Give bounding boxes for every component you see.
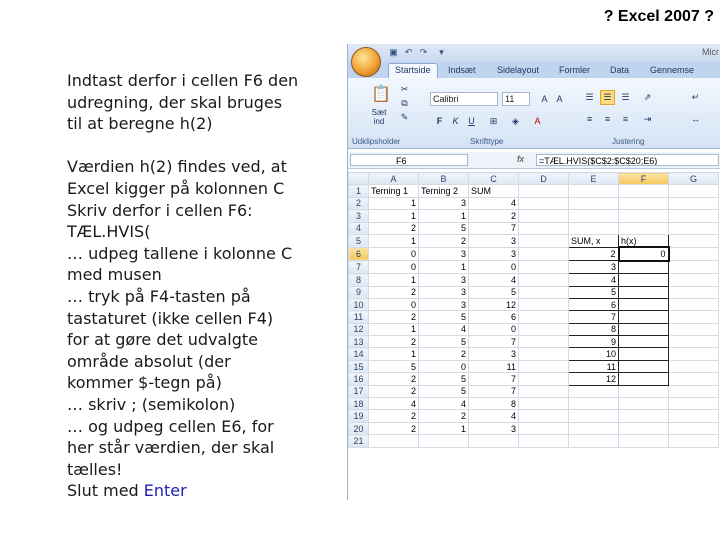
group-label-clipboard: Udklipsholder (352, 137, 401, 146)
cell[interactable]: 1 (419, 261, 469, 274)
column-header-row (349, 173, 719, 185)
cell[interactable] (669, 286, 719, 298)
cell[interactable]: 3 (469, 247, 519, 260)
table-row (349, 298, 719, 310)
slide-title: ? Excel 2007 ? (603, 8, 714, 25)
cell[interactable] (519, 222, 569, 234)
cell[interactable]: 2 (369, 422, 419, 434)
cell[interactable] (519, 234, 569, 247)
row-header[interactable]: 12 (349, 323, 369, 335)
cell[interactable]: Terning 2 (419, 185, 469, 197)
cell[interactable]: 4 (419, 323, 469, 335)
cell[interactable]: SUM, x (569, 234, 619, 247)
formula-input[interactable]: =TÆL.HVIS($C$2:$C$20;E6) (536, 154, 719, 166)
instruction-line: … og udpeg cellen E6, for (67, 416, 274, 436)
cut-icon[interactable]: ✂ (400, 84, 409, 94)
row-header[interactable]: 7 (349, 261, 369, 274)
cell[interactable] (669, 323, 719, 335)
instruction-line: til at beregne h(2) (67, 114, 213, 134)
table-row (349, 360, 719, 372)
cell[interactable]: 0 (369, 247, 419, 260)
table-row (349, 336, 719, 348)
cell[interactable]: 5 (569, 286, 619, 298)
cell[interactable]: 1 (369, 323, 419, 335)
instruction-line: … skriv ; (semikolon) (67, 394, 236, 414)
window-title: Micr (702, 47, 719, 57)
instruction-line: med musen (67, 265, 162, 285)
office-button[interactable] (351, 47, 381, 77)
row-header[interactable]: 10 (349, 298, 369, 310)
align-left-icon[interactable]: ≡ (586, 114, 593, 124)
cell[interactable]: 1 (369, 197, 419, 209)
cell[interactable] (669, 185, 719, 197)
column-header-g[interactable]: G (669, 173, 719, 185)
cell[interactable] (669, 410, 719, 422)
cell[interactable] (519, 286, 569, 298)
cell[interactable] (619, 298, 669, 310)
cell[interactable] (369, 435, 419, 447)
tab-sidelayout[interactable]: Sidelayout (497, 65, 540, 75)
align-top-icon[interactable]: ☰ (585, 92, 594, 102)
table-row (349, 274, 719, 286)
cell[interactable]: 0 (419, 360, 469, 372)
column-header-a[interactable]: A (369, 173, 419, 185)
column-header-c[interactable]: C (469, 173, 519, 185)
cell[interactable] (619, 210, 669, 222)
cell[interactable] (519, 373, 569, 385)
cell[interactable] (569, 422, 619, 434)
cell[interactable]: 2 (369, 286, 419, 298)
cell[interactable]: 0 (369, 261, 419, 274)
cell[interactable] (669, 210, 719, 222)
cell[interactable] (519, 185, 569, 197)
font-color-icon[interactable]: A (534, 116, 541, 126)
cell[interactable]: 2 (569, 247, 619, 260)
table-row (349, 261, 719, 274)
column-header-f[interactable]: F (619, 173, 669, 185)
cell[interactable] (519, 410, 569, 422)
instruction-line: tælles! (67, 459, 123, 479)
italic-button[interactable]: K (452, 116, 459, 126)
instruction-line: … udpeg tallene i kolonne C (67, 243, 293, 263)
bold-button[interactable]: F (436, 116, 443, 126)
table-row (349, 373, 719, 385)
cell[interactable]: 5 (469, 286, 519, 298)
cell[interactable]: 0 (369, 298, 419, 310)
cell[interactable] (669, 435, 719, 447)
tab-formler[interactable]: Formler (559, 65, 590, 75)
cell[interactable] (519, 323, 569, 335)
instruction-line: her står værdien, der skal (67, 438, 275, 458)
table-row (349, 197, 719, 209)
align-middle-icon[interactable]: ☰ (600, 90, 615, 105)
cell[interactable]: 4 (569, 274, 619, 286)
table-row (349, 422, 719, 434)
instruction-final-line (67, 480, 342, 502)
table-row (349, 234, 719, 247)
name-box[interactable]: F6 (350, 154, 468, 166)
row-header[interactable]: 6 (349, 247, 369, 260)
paste-icon[interactable]: 📋 (371, 86, 391, 103)
cell[interactable] (619, 323, 669, 335)
cell[interactable] (519, 435, 569, 447)
cell[interactable] (619, 348, 669, 360)
paste-button[interactable]: Sæt ind (371, 108, 387, 126)
cell[interactable] (669, 422, 719, 434)
quick-access-toolbar (348, 44, 720, 62)
cell[interactable] (669, 274, 719, 286)
cell[interactable]: 11 (469, 360, 519, 372)
customize-toolbar-icon[interactable]: ▾ (439, 47, 444, 57)
row-header[interactable]: 15 (349, 360, 369, 372)
instruction-text (67, 70, 342, 502)
cell[interactable]: 2 (369, 222, 419, 234)
fill-color-icon[interactable]: ◈ (512, 116, 519, 126)
cell[interactable]: 2 (369, 336, 419, 348)
cell[interactable]: 1 (369, 234, 419, 247)
table-row (349, 348, 719, 360)
instruction-line: Indtast derfor i cellen F6 den (67, 71, 299, 90)
cell[interactable] (619, 398, 669, 410)
cell[interactable] (669, 234, 719, 247)
format-painter-icon[interactable]: ✎ (400, 112, 409, 122)
cell[interactable] (569, 197, 619, 209)
cell[interactable] (669, 373, 719, 385)
cell[interactable]: SUM (469, 185, 519, 197)
cell[interactable] (519, 348, 569, 360)
cell[interactable] (669, 261, 719, 274)
align-right-icon[interactable]: ≡ (622, 114, 629, 124)
cell[interactable] (519, 298, 569, 310)
cell[interactable]: 12 (569, 373, 619, 385)
cell[interactable]: 2 (469, 210, 519, 222)
formula-bar (348, 152, 720, 169)
cell[interactable]: 11 (569, 360, 619, 372)
cell[interactable]: 4 (469, 197, 519, 209)
cell[interactable]: 1 (369, 348, 419, 360)
cell[interactable]: 12 (469, 298, 519, 310)
instruction-line: for at gøre det udvalgte (67, 330, 258, 350)
cell[interactable] (619, 185, 669, 197)
instruction-line: Excel kigger på kolonnen C (67, 178, 285, 198)
cell[interactable]: 5 (419, 222, 469, 234)
instruction-line: … tryk på F4-tasten på (67, 286, 251, 306)
row-header[interactable]: 8 (349, 274, 369, 286)
table-row (349, 311, 719, 323)
font-name-select[interactable]: Calibri (430, 92, 498, 106)
cell[interactable]: 5 (369, 360, 419, 372)
table-row (349, 398, 719, 410)
row-header[interactable]: 3 (349, 210, 369, 222)
cell[interactable]: 3 (469, 234, 519, 247)
cell[interactable] (619, 286, 669, 298)
table-row (349, 210, 719, 222)
ribbon-tabs (348, 62, 720, 78)
cell[interactable]: 4 (469, 410, 519, 422)
cell[interactable]: 1 (419, 422, 469, 434)
cell[interactable] (519, 422, 569, 434)
table-row (349, 410, 719, 422)
grow-font-icon[interactable]: A (541, 94, 548, 104)
save-icon[interactable]: ▣ (389, 47, 398, 57)
cell[interactable]: 10 (569, 348, 619, 360)
row-header[interactable]: 18 (349, 398, 369, 410)
cell[interactable] (619, 435, 669, 447)
cell[interactable] (669, 311, 719, 323)
cell[interactable] (619, 385, 669, 397)
row-header[interactable]: 20 (349, 422, 369, 434)
cell[interactable] (669, 197, 719, 209)
cell[interactable]: 2 (369, 311, 419, 323)
spreadsheet-grid (348, 172, 719, 448)
wrap-text-icon[interactable]: ↵ (691, 92, 700, 102)
cell[interactable] (519, 261, 569, 274)
cell[interactable]: 0 (469, 323, 519, 335)
cell[interactable] (669, 247, 719, 260)
cell[interactable] (569, 210, 619, 222)
cell[interactable]: 6 (469, 311, 519, 323)
table-row (349, 323, 719, 335)
cell[interactable] (669, 298, 719, 310)
cell[interactable]: 3 (419, 274, 469, 286)
cell[interactable]: 3 (419, 247, 469, 260)
group-label-font: Skrifttype (470, 137, 504, 146)
cell[interactable] (619, 311, 669, 323)
cell[interactable]: 8 (569, 323, 619, 335)
cell[interactable]: 7 (469, 373, 519, 385)
cell[interactable]: 3 (569, 261, 619, 274)
cell[interactable]: 1 (369, 210, 419, 222)
cell[interactable] (619, 274, 669, 286)
instruction-line: kommer $-tegn på) (67, 373, 222, 393)
cell[interactable]: h(x) (619, 234, 669, 247)
align-center-icon[interactable]: ≡ (604, 114, 611, 124)
cell[interactable]: 1 (419, 210, 469, 222)
cell[interactable]: 2 (369, 410, 419, 422)
cell[interactable] (669, 336, 719, 348)
cell[interactable]: 4 (419, 398, 469, 410)
instruction-line: område absolut (der (67, 351, 231, 371)
cell[interactable] (519, 360, 569, 372)
tab-gennemse[interactable]: Gennemse (650, 65, 695, 75)
cell[interactable] (469, 435, 519, 447)
cell[interactable]: 3 (419, 286, 469, 298)
cell[interactable] (619, 336, 669, 348)
table-row (349, 435, 719, 447)
orientation-icon[interactable]: ⇗ (643, 92, 652, 102)
cell[interactable]: 4 (369, 398, 419, 410)
fx-icon[interactable]: fx (517, 154, 525, 164)
cell[interactable]: 7 (569, 311, 619, 323)
cell[interactable]: 9 (569, 336, 619, 348)
row-header[interactable]: 9 (349, 286, 369, 298)
cell[interactable] (619, 410, 669, 422)
row-header[interactable]: 2 (349, 197, 369, 209)
cell[interactable] (519, 197, 569, 209)
column-header-b[interactable]: B (419, 173, 469, 185)
row-header[interactable]: 21 (349, 435, 369, 447)
cell[interactable]: 2 (369, 385, 419, 397)
cell[interactable]: 2 (369, 373, 419, 385)
column-header-d[interactable]: D (519, 173, 569, 185)
cell[interactable] (569, 385, 619, 397)
cell[interactable]: 7 (469, 385, 519, 397)
redo-icon[interactable]: ↷ (419, 47, 428, 57)
tab-data[interactable]: Data (610, 65, 630, 75)
cell[interactable] (519, 311, 569, 323)
column-header-e[interactable]: E (569, 173, 619, 185)
cell[interactable]: 3 (469, 348, 519, 360)
cell[interactable]: 5 (419, 373, 469, 385)
cell[interactable] (669, 360, 719, 372)
cell[interactable]: 7 (469, 222, 519, 234)
tab-indsaet[interactable]: Indsæt (448, 65, 476, 75)
cell[interactable] (669, 398, 719, 410)
cell[interactable] (519, 210, 569, 222)
cell[interactable]: 2 (419, 234, 469, 247)
cell[interactable]: 2 (419, 348, 469, 360)
cell[interactable]: 2 (419, 410, 469, 422)
cell[interactable] (569, 398, 619, 410)
cell[interactable]: 0 (469, 261, 519, 274)
shrink-font-icon[interactable]: A (556, 94, 563, 104)
row-header[interactable]: 14 (349, 348, 369, 360)
cell[interactable] (569, 410, 619, 422)
cell[interactable] (669, 385, 719, 397)
row-header[interactable]: 4 (349, 222, 369, 234)
enter-keyword: Enter (143, 481, 187, 501)
cell[interactable] (569, 222, 619, 234)
cell[interactable] (519, 274, 569, 286)
cell[interactable]: 3 (419, 197, 469, 209)
cell[interactable] (419, 435, 469, 447)
tab-startside[interactable]: Startside (388, 63, 438, 79)
row-header[interactable]: 1 (349, 185, 369, 197)
cell[interactable] (569, 185, 619, 197)
align-bottom-icon[interactable]: ☰ (621, 92, 630, 102)
cell[interactable] (519, 398, 569, 410)
cell[interactable] (619, 261, 669, 274)
table-row (349, 222, 719, 234)
cell[interactable] (619, 373, 669, 385)
merge-center-icon[interactable]: ↔ (691, 114, 700, 124)
instruction-line: tastaturet (ikke cellen F4) (67, 308, 274, 328)
cell[interactable]: 8 (469, 398, 519, 410)
table-row (349, 185, 719, 197)
cell[interactable] (569, 435, 619, 447)
table-row (349, 385, 719, 397)
cell[interactable]: 5 (419, 336, 469, 348)
cell[interactable]: 5 (419, 385, 469, 397)
row-header[interactable]: 5 (349, 234, 369, 247)
group-label-alignment: Justering (612, 137, 645, 146)
cell[interactable] (519, 247, 569, 260)
cell[interactable] (619, 197, 669, 209)
table-row (349, 286, 719, 298)
cell[interactable]: 6 (569, 298, 619, 310)
instruction-line: udregning, der skal bruges (67, 92, 283, 112)
cell[interactable] (619, 422, 669, 434)
cell[interactable]: Terning 1 (369, 185, 419, 197)
row-header[interactable]: 16 (349, 373, 369, 385)
instruction-line: Skriv derfor i cellen F6: (67, 200, 253, 220)
row-header[interactable]: 13 (349, 336, 369, 348)
cell[interactable]: 5 (419, 311, 469, 323)
row-header[interactable]: 17 (349, 385, 369, 397)
instruction-prefix: Slut med (67, 481, 144, 501)
borders-icon[interactable]: ⊞ (489, 116, 498, 126)
font-size-select[interactable]: 11 (502, 92, 530, 106)
indent-icon[interactable]: ⇥ (643, 114, 652, 124)
cell[interactable] (669, 222, 719, 234)
cell[interactable]: 7 (469, 336, 519, 348)
undo-icon[interactable]: ↶ (404, 47, 413, 57)
select-all-corner[interactable] (349, 173, 369, 185)
cell[interactable]: 3 (419, 298, 469, 310)
underline-button[interactable]: U (468, 116, 475, 126)
cell[interactable] (519, 385, 569, 397)
instruction-line: TÆL.HVIS( (67, 222, 151, 242)
row-header[interactable]: 11 (349, 311, 369, 323)
cell[interactable] (519, 336, 569, 348)
cell[interactable]: 1 (369, 274, 419, 286)
ribbon (348, 78, 720, 149)
cell[interactable] (669, 348, 719, 360)
cell[interactable]: 3 (469, 422, 519, 434)
instruction-line: Værdien h(2) findes ved, at (67, 157, 287, 177)
copy-icon[interactable]: ⧉ (401, 98, 408, 108)
table-row (349, 247, 719, 260)
cell[interactable] (619, 222, 669, 234)
cell[interactable]: 0 (619, 247, 669, 260)
cell[interactable]: 4 (469, 274, 519, 286)
excel-window (347, 44, 720, 500)
row-header[interactable]: 19 (349, 410, 369, 422)
cell[interactable] (619, 360, 669, 372)
